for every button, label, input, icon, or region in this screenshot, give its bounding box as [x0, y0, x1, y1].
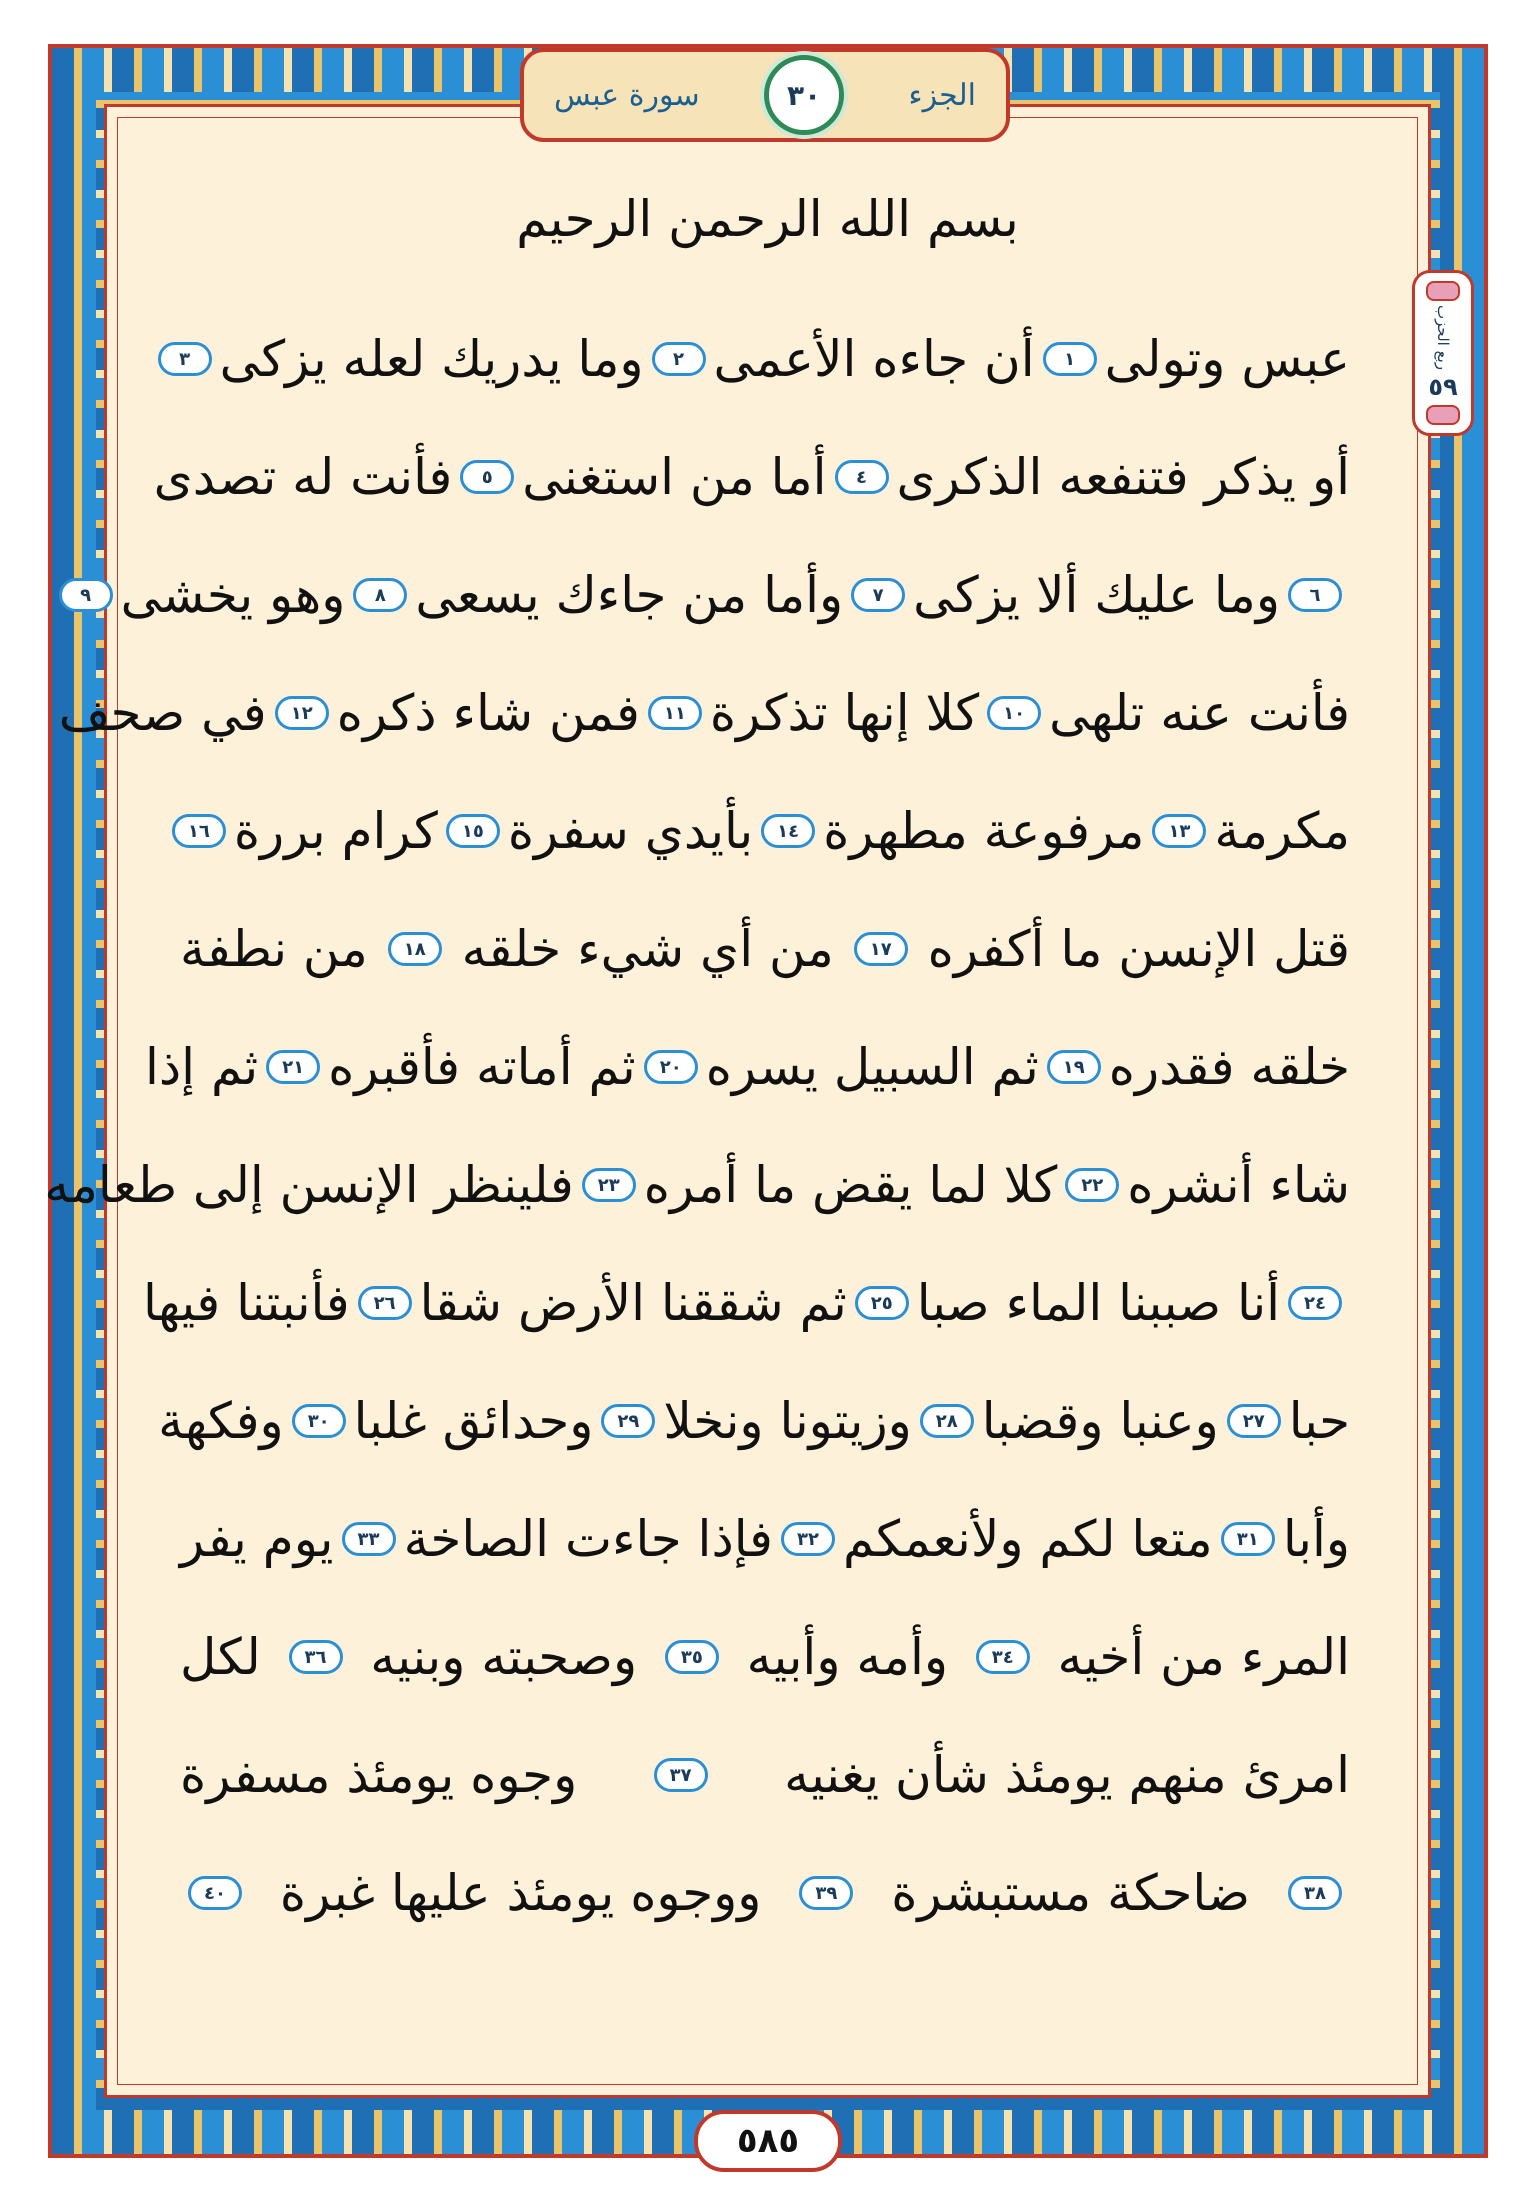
verse-text: ووجوه يومئذ عليها غبرة: [279, 1864, 762, 1922]
ayah-number-marker: ٢٧: [1227, 1404, 1281, 1438]
ayah-number-marker: ٢٠: [644, 1050, 698, 1084]
verse-line: [180, 890, 1350, 1008]
verse-line: [180, 1834, 1350, 1952]
ayah-number-marker: ٨: [353, 578, 407, 612]
verse-line: [180, 1716, 1350, 1834]
surah-name: سورة عبس: [554, 77, 700, 113]
verse-text: فلينظر الإنسن إلى طعامه: [44, 1156, 574, 1214]
hizb-label: ربع الحزب: [1434, 304, 1452, 370]
verse-line: [180, 1480, 1350, 1598]
ayah-number-marker: ٢٢: [1065, 1168, 1119, 1202]
ayah-number-marker: ٤٠: [188, 1876, 242, 1910]
verse-text: وزيتونا ونخلا: [663, 1392, 912, 1450]
juz-number-badge: ٣٠: [764, 55, 844, 135]
ayah-number-marker: ٢٩: [601, 1404, 655, 1438]
juz-label: الجزء: [908, 77, 976, 113]
verse-text: كلا لما يقض ما أمره: [643, 1156, 1058, 1214]
verse-text: من نطفة: [180, 920, 368, 978]
verse-text: أنا صببنا الماء صبا: [916, 1274, 1280, 1332]
ayah-number-marker: ٢٦: [358, 1286, 412, 1320]
ayah-number-marker: ٢٣: [582, 1168, 636, 1202]
verse-text: متعا لكم ولأنعمكم: [843, 1510, 1213, 1568]
ayah-number-marker: ٢: [652, 342, 706, 376]
verse-line: [142, 1244, 1350, 1362]
ayah-number-marker: ٣٠: [292, 1404, 346, 1438]
rosette-icon: [1426, 281, 1460, 301]
verse-lines: [44, 300, 1350, 1952]
verse-line: [80, 536, 1350, 654]
verse-line: [58, 654, 1350, 772]
verse-text: وأمه وأبيه: [746, 1628, 948, 1686]
verse-text: في صحف: [58, 684, 267, 742]
rosette-icon: [1426, 405, 1460, 425]
verse-line: [180, 772, 1350, 890]
verse-line: [153, 418, 1350, 536]
verse-text: مكرمة: [1214, 802, 1350, 860]
verse-line: [145, 1008, 1350, 1126]
ayah-number-marker: ٩: [59, 578, 113, 612]
verse-line: [180, 300, 1350, 418]
verse-text: كرام بررة: [233, 802, 438, 860]
ayah-number-marker: ١: [1043, 342, 1097, 376]
ayah-number-marker: ٣٩: [799, 1876, 853, 1910]
ayah-number-marker: ١٨: [388, 932, 442, 966]
verse-text: فأنبتنا فيها: [142, 1274, 350, 1332]
ayah-number-marker: ٣٦: [289, 1640, 343, 1674]
ayah-number-marker: ٢٨: [920, 1404, 974, 1438]
ayah-number-marker: ٢٥: [855, 1286, 909, 1320]
verse-text: وعنبا وقضبا: [981, 1392, 1219, 1450]
ayah-number-marker: ٣٨: [1288, 1876, 1342, 1910]
verse-text: قتل الإنسن ما أكفره: [927, 920, 1350, 978]
verse-text: كلا إنها تذكرة: [709, 684, 980, 742]
page-number: ٥٨٥: [694, 2110, 842, 2172]
verse-text: فأنت له تصدى: [153, 448, 453, 506]
ayah-number-marker: ١٠: [987, 696, 1041, 730]
ayah-number-marker: ١٧: [854, 932, 908, 966]
ayah-number-marker: ٣٣: [342, 1522, 396, 1556]
verse-text: ثم أماته فأقبره: [328, 1038, 636, 1096]
basmala: بسم الله الرحمن الرحيم: [516, 190, 1019, 248]
hizb-number: ٥٩: [1428, 373, 1458, 402]
verse-text: فإذا جاءت الصاخة: [403, 1510, 773, 1568]
verse-text: أو يذكر فتنفعه الذكرى: [896, 448, 1350, 506]
verse-text: من أي شيء خلقه: [461, 920, 834, 978]
verse-text: وحدائق غلبا: [353, 1392, 594, 1450]
verse-text: شاء أنشره: [1127, 1156, 1350, 1214]
ayah-number-marker: ١٢: [275, 696, 329, 730]
verse-text: وما عليك ألا يزكى: [913, 566, 1280, 624]
ayah-number-marker: ١٥: [446, 814, 500, 848]
verse-text: وأبا: [1282, 1510, 1350, 1568]
hizb-marker: [1412, 270, 1474, 436]
verse-text: المرء من أخيه: [1057, 1628, 1350, 1686]
verse-text: امرئ منهم يومئذ شأن يغنيه: [784, 1746, 1350, 1804]
verse-text: وجوه يومئذ مسفرة: [180, 1746, 578, 1804]
verse-text: ثم إذا: [145, 1038, 259, 1096]
page-header: [520, 48, 1010, 142]
verse-text: فمن شاء ذكره: [336, 684, 640, 742]
verse-text: أن جاءه الأعمى: [713, 330, 1035, 388]
verse-text: مرفوعة مطهرة: [823, 802, 1145, 860]
verse-text: أما من استغنى: [522, 448, 827, 506]
ayah-number-marker: ٢٤: [1288, 1286, 1342, 1320]
ayah-number-marker: ٣٧: [654, 1758, 708, 1792]
ayah-number-marker: ٣٢: [781, 1522, 835, 1556]
verse-text: ضاحكة مستبشرة: [891, 1864, 1251, 1922]
verse-text: حبا: [1288, 1392, 1350, 1450]
ayah-number-marker: ١١: [648, 696, 702, 730]
verse-text: ثم السبيل يسره: [705, 1038, 1039, 1096]
ayah-number-marker: ٥: [460, 460, 514, 494]
verse-text: وهو يخشى: [120, 566, 346, 624]
verse-text: يوم يفر: [180, 1510, 334, 1568]
verse-line: [158, 1362, 1350, 1480]
ayah-number-marker: ٣: [158, 342, 212, 376]
verse-text: عبس وتولى: [1104, 330, 1350, 388]
ayah-number-marker: ١٤: [761, 814, 815, 848]
ayah-number-marker: ٣١: [1221, 1522, 1275, 1556]
ayah-number-marker: ١٩: [1047, 1050, 1101, 1084]
verse-text: خلقه فقدره: [1108, 1038, 1350, 1096]
ayah-number-marker: ٣٥: [665, 1640, 719, 1674]
verse-line: [180, 1598, 1350, 1716]
ayah-number-marker: ١٦: [172, 814, 226, 848]
ayah-number-marker: ٦: [1288, 578, 1342, 612]
verse-text: بأيدي سفرة: [507, 802, 754, 860]
verse-text: لكل: [180, 1628, 261, 1686]
verse-text: وصحبته وبنيه: [370, 1628, 638, 1686]
ayah-number-marker: ١٣: [1152, 814, 1206, 848]
ayah-number-marker: ٣٤: [976, 1640, 1030, 1674]
verse-text: ثم شققنا الأرض شقا: [419, 1274, 847, 1332]
verse-text: وفكهة: [158, 1392, 284, 1450]
ayah-number-marker: ٢١: [266, 1050, 320, 1084]
verse-line: [44, 1126, 1350, 1244]
ayah-number-marker: ٤: [835, 460, 889, 494]
verse-text: فأنت عنه تلهى: [1049, 684, 1350, 742]
verse-text: وأما من جاءك يسعى: [415, 566, 844, 624]
ayah-number-marker: ٧: [851, 578, 905, 612]
verse-text: وما يدريك لعله يزكى: [219, 330, 644, 388]
